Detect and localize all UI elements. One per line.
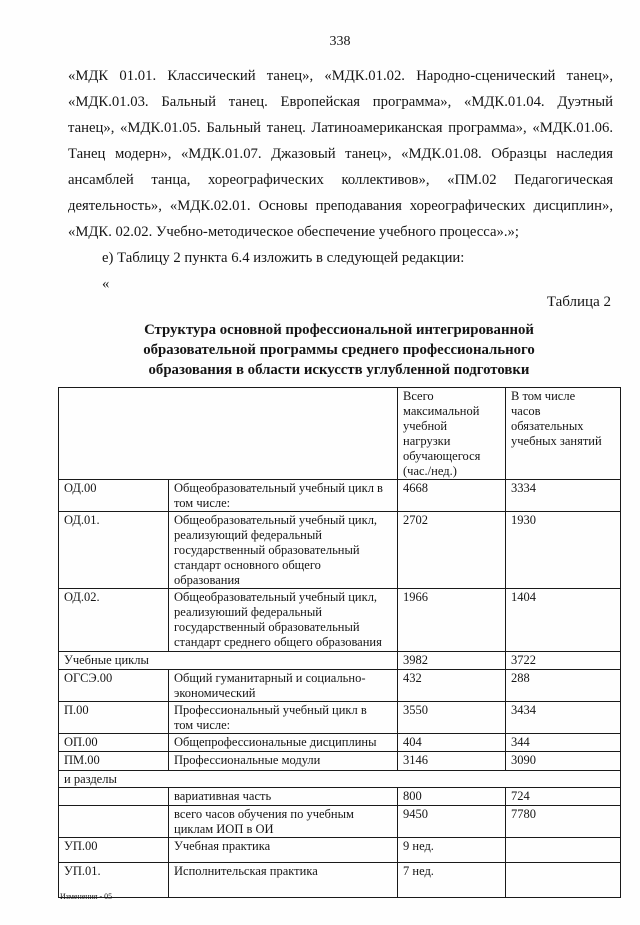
row-mandatory: 7780 (506, 806, 621, 838)
table-row (59, 752, 621, 771)
row-name: Общеобразовательный учебный цикл, реализующий федеральный государственный образовательный стандарт основного общего образования (169, 512, 398, 589)
row-code-empty (59, 788, 169, 806)
row-total: 432 (398, 670, 506, 702)
row-mandatory: 3434 (506, 702, 621, 734)
row-total: 404 (398, 734, 506, 752)
row-total: 3550 (398, 702, 506, 734)
table-row (59, 806, 621, 838)
row-code: УП.00 (59, 838, 169, 863)
paragraph-line: Танец модерн», «МДК.01.07. Джазовый танец», «МДК.01.08. Образцы наследия (68, 146, 613, 162)
amendment-paragraph (68, 63, 613, 297)
page-number: 338 (329, 34, 351, 49)
row-total: 1966 (398, 589, 506, 652)
row-total: 3982 (398, 652, 506, 670)
row-name: Профессиональные модули (169, 752, 398, 771)
row-mandatory: 724 (506, 788, 621, 806)
program-structure-table (58, 387, 621, 898)
table-row (59, 788, 621, 806)
row-name: Общепрофессиональные дисциплины (169, 734, 398, 752)
paragraph-line: «МДК.01.03. Бальный танец. Европейская программа», «МДК.01.04. Дуэтный (68, 94, 613, 110)
row-code: ОГСЭ.00 (59, 670, 169, 702)
row-continuation-label: и разделы (59, 771, 621, 788)
row-code: ОД.00 (59, 480, 169, 512)
table-title-line: образования в области искусств углубленной подготовки (148, 362, 530, 378)
row-total: 7 нед. (398, 863, 506, 898)
row-name: Общеобразовательный учебный цикл, реализуюший федеральный государственный образовательный стандарт среднего общего образования (169, 589, 398, 652)
paragraph-line: ансамблей танца, хореографических коллективов», «ПМ.02 Педагогическая (68, 172, 613, 188)
paragraph-line: «МДК. 02.02. Учебно-методическое обеспечение учебного процесса».»; (68, 224, 519, 240)
row-total: 9 нед. (398, 838, 506, 863)
row-mandatory: 1930 (506, 512, 621, 589)
table-title-line: образовательной программы среднего профессионального (143, 342, 535, 358)
table-row (59, 480, 621, 512)
table-row (59, 863, 621, 898)
header-empty-cell (59, 388, 398, 480)
opening-quote: « (102, 276, 110, 292)
row-mandatory: 288 (506, 670, 621, 702)
paragraph-line: «МДК 01.01. Классический танец», «МДК.01.02. Народно-сценический танец», (68, 68, 613, 84)
paragraph-line: танец», «МДК.01.05. Бальный танец. Латиноамериканская программа», «МДК.01.06. (68, 120, 613, 136)
row-total: 3146 (398, 752, 506, 771)
row-code: ОП.00 (59, 734, 169, 752)
header-mandatory-hours: В том числе часов обязательных учебных занятий (506, 388, 621, 480)
row-group-label: Учебные циклы (59, 652, 398, 670)
row-mandatory: 344 (506, 734, 621, 752)
row-total: 4668 (398, 480, 506, 512)
row-code: П.00 (59, 702, 169, 734)
row-name: Общий гуманитарный и социально- экономический (169, 670, 398, 702)
table-row (59, 838, 621, 863)
row-mandatory: 1404 (506, 589, 621, 652)
row-total: 800 (398, 788, 506, 806)
row-name: всего часов обучения по учебным циклам ИОП в ОИ (169, 806, 398, 838)
table-row (59, 670, 621, 702)
table-title-line: Структура основной профессиональной интегрированной (144, 322, 534, 338)
row-total: 9450 (398, 806, 506, 838)
row-mandatory-empty (506, 863, 621, 898)
row-mandatory: 3334 (506, 480, 621, 512)
row-mandatory: 3722 (506, 652, 621, 670)
table-row (59, 734, 621, 752)
table-row (59, 512, 621, 589)
row-code: УП.01. (59, 863, 169, 898)
row-code: ОД.02. (59, 589, 169, 652)
row-code: ПМ.00 (59, 752, 169, 771)
table-header-row (59, 388, 621, 480)
row-name: Учебная практика (169, 838, 398, 863)
table-row (59, 589, 621, 652)
row-name: вариативная часть (169, 788, 398, 806)
table-row (59, 702, 621, 734)
row-name: Профессиональный учебный цикл в том числе: (169, 702, 398, 734)
row-name: Общеобразовательный учебный цикл в том числе: (169, 480, 398, 512)
table-title (58, 320, 620, 380)
table-row (59, 652, 621, 670)
row-mandatory-empty (506, 838, 621, 863)
row-code: ОД.01. (59, 512, 169, 589)
footer-note: Изменения - 05 (60, 892, 113, 901)
row-name: Исполнительская практика (169, 863, 398, 898)
row-total: 2702 (398, 512, 506, 589)
paragraph-line: деятельность», «МДК.02.01. Основы преподавания хореографических дисциплин», (68, 198, 613, 214)
instruction-line: е) Таблицу 2 пункта 6.4 изложить в следующей редакции: (102, 250, 465, 266)
header-total-load: Всего максимальной учебной нагрузки обучающегося (час./нед.) (398, 388, 506, 480)
table-label: Таблица 2 (546, 294, 611, 310)
row-mandatory: 3090 (506, 752, 621, 771)
table-row (59, 771, 621, 788)
row-code-empty (59, 806, 169, 838)
